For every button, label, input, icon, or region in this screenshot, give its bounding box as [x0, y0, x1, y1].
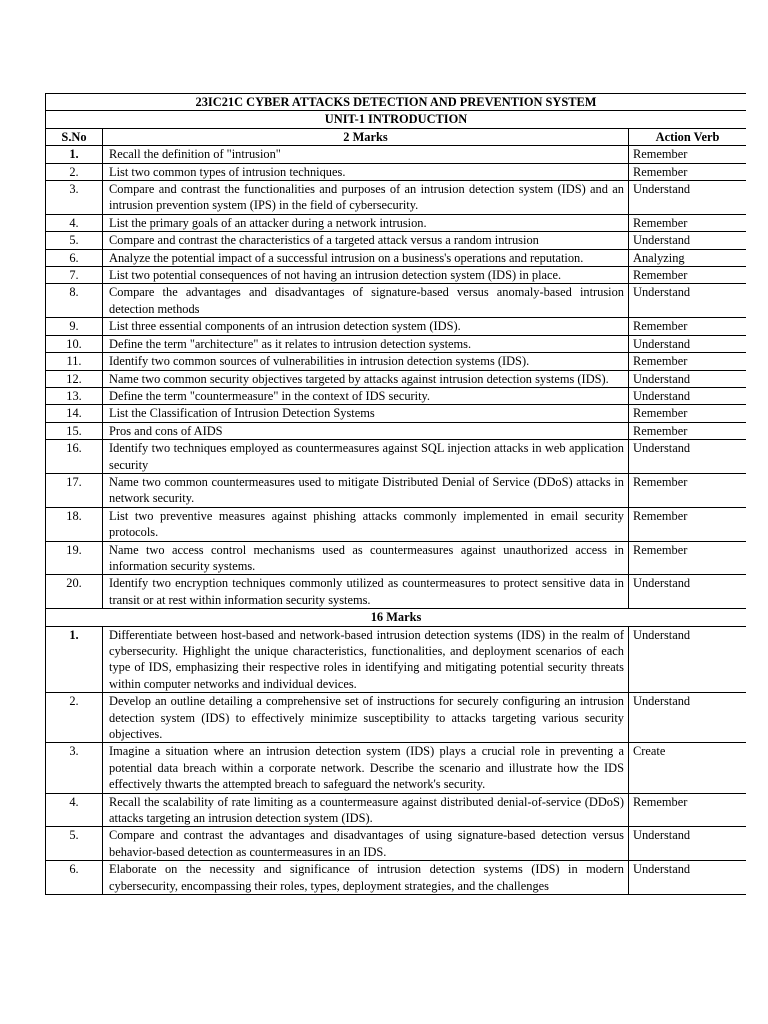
action-verb: Remember: [629, 473, 747, 507]
question-number: 20.: [46, 575, 103, 609]
question-number: 7.: [46, 267, 103, 284]
question-row: [46, 507, 747, 541]
question-row: [46, 405, 747, 422]
question-text: List two common types of intrusion techniques.: [103, 163, 629, 180]
action-verb: Remember: [629, 405, 747, 422]
question-text: List three essential components of an intrusion detection system (IDS).: [103, 318, 629, 335]
action-verb: Remember: [629, 146, 747, 163]
question-text: Define the term "countermeasure" in the context of IDS security.: [103, 387, 629, 404]
question-row: [46, 370, 747, 387]
question-row: [46, 626, 747, 693]
question-row: [46, 284, 747, 318]
question-row: [46, 743, 747, 793]
question-number: 2.: [46, 163, 103, 180]
question-text: Identify two common sources of vulnerabilities in intrusion detection systems (IDS).: [103, 353, 629, 370]
action-verb: Analyzing: [629, 249, 747, 266]
question-text: Recall the scalability of rate limiting as a countermeasure against distributed denial-of-service (DDoS) attacks targeting an intrusion detection system (IDS).: [103, 793, 629, 827]
question-row: [46, 335, 747, 352]
question-number: 16.: [46, 440, 103, 474]
question-text: Pros and cons of AIDS: [103, 422, 629, 439]
question-row: [46, 214, 747, 231]
column-header-row: [46, 128, 747, 145]
question-number: 15.: [46, 422, 103, 439]
question-row: [46, 249, 747, 266]
verb-header: Action Verb: [629, 128, 747, 145]
question-row: [46, 793, 747, 827]
question-number: 3.: [46, 743, 103, 793]
question-row: [46, 353, 747, 370]
section-row-16-marks: [46, 609, 747, 626]
question-number: 5.: [46, 232, 103, 249]
question-text: Compare and contrast the characteristics of a targeted attack versus a random intrusion: [103, 232, 629, 249]
question-table-body: [46, 94, 747, 895]
action-verb: Understand: [629, 232, 747, 249]
action-verb: Remember: [629, 793, 747, 827]
action-verb: Remember: [629, 353, 747, 370]
question-row: [46, 387, 747, 404]
question-bank-sheet: [45, 93, 746, 930]
question-row: [46, 267, 747, 284]
action-verb: Understand: [629, 370, 747, 387]
question-text: List the primary goals of an attacker during a network intrusion.: [103, 214, 629, 231]
question-number: 4.: [46, 793, 103, 827]
question-text: Elaborate on the necessity and significance of intrusion detection systems (IDS) in modern cybersecurity, encompassing their roles, types, deployment strategies, and the challenges: [103, 861, 629, 895]
question-number: 2.: [46, 693, 103, 743]
question-text: List two preventive measures against phishing attacks commonly implemented in email security protocols.: [103, 507, 629, 541]
question-row: [46, 163, 747, 180]
question-row: [46, 693, 747, 743]
title-row: [46, 94, 747, 111]
question-text: Name two common countermeasures used to mitigate Distributed Denial of Service (DDoS) attacks in network security.: [103, 473, 629, 507]
question-text: List the Classification of Intrusion Detection Systems: [103, 405, 629, 422]
action-verb: Remember: [629, 422, 747, 439]
question-number: 1.: [46, 626, 103, 693]
question-row: [46, 827, 747, 861]
question-number: 17.: [46, 473, 103, 507]
action-verb: Understand: [629, 387, 747, 404]
question-number: 12.: [46, 370, 103, 387]
question-row: [46, 473, 747, 507]
question-number: 5.: [46, 827, 103, 861]
question-row: [46, 541, 747, 575]
action-verb: Understand: [629, 440, 747, 474]
course-title: 23IC21C CYBER ATTACKS DETECTION AND PREVENTION SYSTEM: [46, 94, 747, 111]
question-text: Analyze the potential impact of a successful intrusion on a business's operations and reputation.: [103, 249, 629, 266]
question-row: [46, 181, 747, 215]
question-table: [45, 93, 746, 895]
question-number: 18.: [46, 507, 103, 541]
question-number: 4.: [46, 214, 103, 231]
action-verb: Understand: [629, 626, 747, 693]
question-text: Define the term "architecture" as it relates to intrusion detection systems.: [103, 335, 629, 352]
question-row: [46, 575, 747, 609]
section-label: 16 Marks: [46, 609, 747, 626]
marks-header: 2 Marks: [103, 128, 629, 145]
question-text: Identify two encryption techniques commonly utilized as countermeasures to protect sensitive data in transit or at rest within information security systems.: [103, 575, 629, 609]
question-text: Compare and contrast the advantages and disadvantages of using signature-based detection versus behavior-based detection as countermeasures in an IDS.: [103, 827, 629, 861]
action-verb: Understand: [629, 861, 747, 895]
action-verb: Understand: [629, 827, 747, 861]
question-row: [46, 232, 747, 249]
unit-title: UNIT-1 INTRODUCTION: [46, 111, 747, 128]
action-verb: Understand: [629, 575, 747, 609]
question-number: 13.: [46, 387, 103, 404]
action-verb: Remember: [629, 163, 747, 180]
question-text: Recall the definition of "intrusion": [103, 146, 629, 163]
question-text: Name two access control mechanisms used as countermeasures against unauthorized access in information security systems.: [103, 541, 629, 575]
action-verb: Remember: [629, 214, 747, 231]
question-text: Compare the advantages and disadvantages of signature-based versus anomaly-based intrusion detection methods: [103, 284, 629, 318]
question-row: [46, 318, 747, 335]
action-verb: Remember: [629, 507, 747, 541]
question-number: 6.: [46, 861, 103, 895]
question-number: 10.: [46, 335, 103, 352]
question-text: Name two common security objectives targeted by attacks against intrusion detection systems (IDS).: [103, 370, 629, 387]
question-number: 9.: [46, 318, 103, 335]
question-text: Differentiate between host-based and network-based intrusion detection systems (IDS) in the realm of cybersecurity. Highlight the unique characteristics, functionalities, and deployment scenarios of each type of IDS, emphasizing their respective roles in identifying and mitigating potential security threats within computer networks and individual devices.: [103, 626, 629, 693]
question-text: List two potential consequences of not having an intrusion detection system (IDS) in place.: [103, 267, 629, 284]
question-number: 19.: [46, 541, 103, 575]
question-text: Imagine a situation where an intrusion detection system (IDS) plays a crucial role in preventing a potential data breach within a corporate network. Describe the scenario and illustrate how the IDS effectively thwarts the attempted breach to safeguard the network's security.: [103, 743, 629, 793]
question-number: 8.: [46, 284, 103, 318]
question-row: [46, 422, 747, 439]
sno-header: S.No: [46, 128, 103, 145]
question-row: [46, 861, 747, 895]
action-verb: Understand: [629, 181, 747, 215]
question-row: [46, 440, 747, 474]
question-text: Compare and contrast the functionalities and purposes of an intrusion detection system (IDS) and an intrusion prevention system (IPS) in the field of cybersecurity.: [103, 181, 629, 215]
question-number: 14.: [46, 405, 103, 422]
question-number: 11.: [46, 353, 103, 370]
question-number: 3.: [46, 181, 103, 215]
action-verb: Remember: [629, 318, 747, 335]
action-verb: Understand: [629, 693, 747, 743]
action-verb: Create: [629, 743, 747, 793]
action-verb: Remember: [629, 541, 747, 575]
question-text: Identify two techniques employed as countermeasures against SQL injection attacks in web application security: [103, 440, 629, 474]
question-number: 1.: [46, 146, 103, 163]
action-verb: Remember: [629, 267, 747, 284]
question-text: Develop an outline detailing a comprehensive set of instructions for securely configuring an intrusion detection system (IDS) to effectively minimize susceptibility to attacks targeting various security objectives.: [103, 693, 629, 743]
question-row: [46, 146, 747, 163]
unit-row: [46, 111, 747, 128]
action-verb: Understand: [629, 335, 747, 352]
action-verb: Understand: [629, 284, 747, 318]
question-number: 6.: [46, 249, 103, 266]
